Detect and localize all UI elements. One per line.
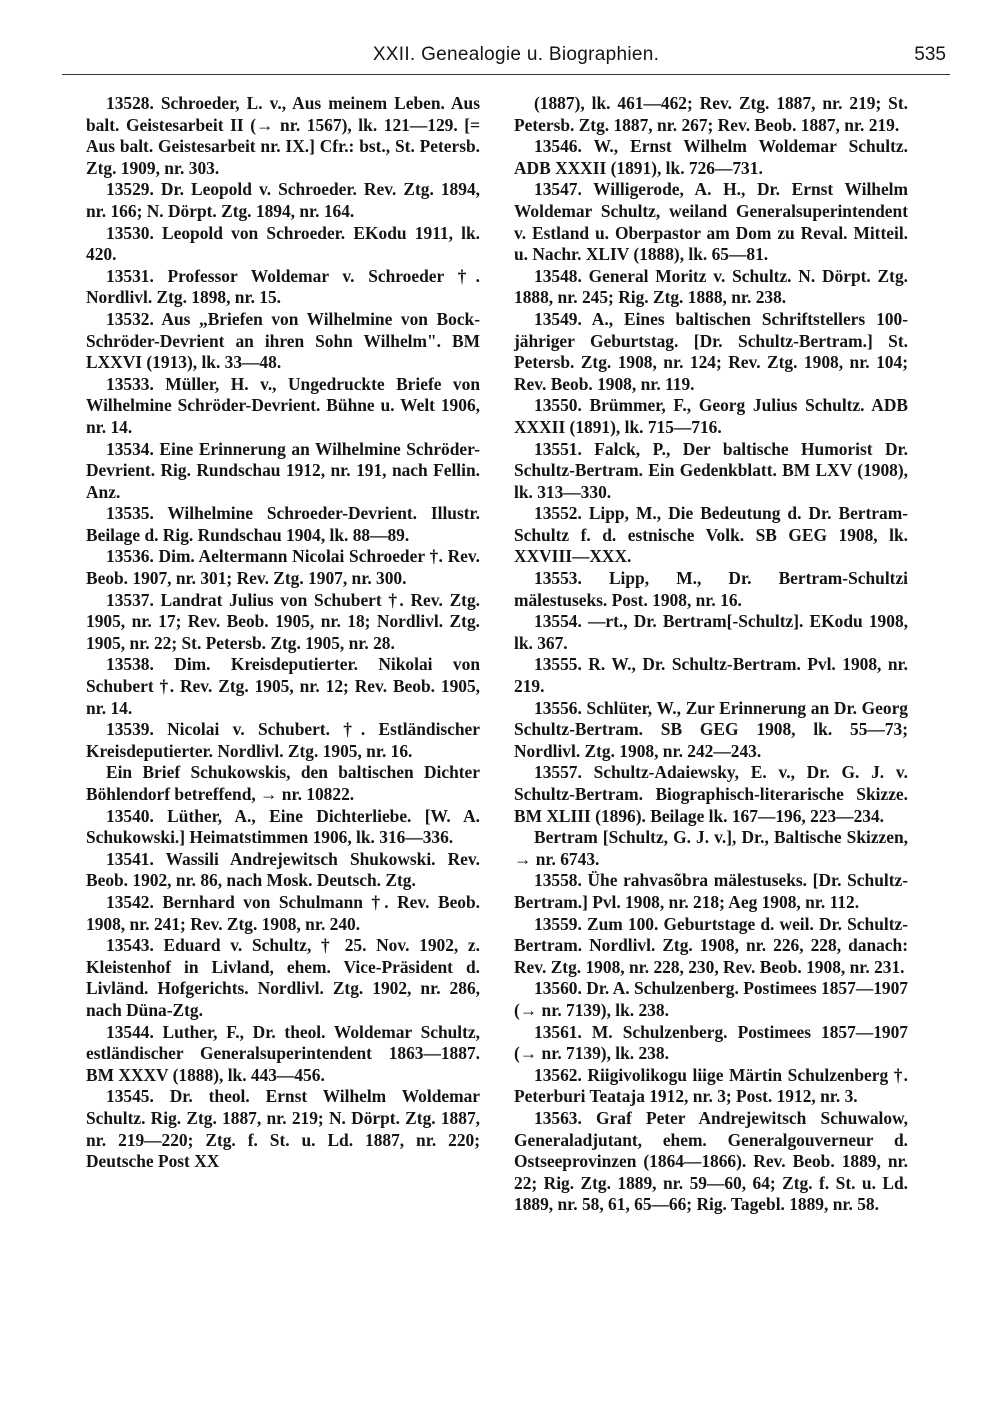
bibliography-entry: 13554. —rt., Dr. Bertram[-Schultz]. EKodu 1908, lk. 367. bbox=[514, 611, 908, 653]
bibliography-entry: 13529. Dr. Leopold v. Schroeder. Rev. Ztg. 1894, nr. 166; N. Dörpt. Ztg. 1894, nr. 164. bbox=[86, 179, 480, 221]
page-number: 535 bbox=[914, 44, 946, 65]
bibliography-entry: Bertram [Schultz, G. J. v.], Dr., Baltische Skizzen, → nr. 6743. bbox=[514, 827, 908, 869]
bibliography-entry: 13553. Lipp, M., Dr. Bertram-Schultzi mälestuseks. Post. 1908, nr. 16. bbox=[514, 568, 908, 610]
bibliography-entry: 13551. Falck, P., Der baltische Humorist Dr. Schultz-Bertram. Ein Gedenkblatt. BM LXV (1908), lk. 313—330. bbox=[514, 438, 908, 502]
left-column bbox=[86, 93, 480, 1173]
bibliography-entry: 13533. Müller, H. v., Ungedruckte Briefe von Wilhelmine Schröder-Devrient. Bühne u. Welt 1906, nr. 14. bbox=[86, 373, 480, 437]
bibliography-entry: 13537. Landrat Julius von Schubert †. Rev. Ztg. 1905, nr. 17; Rev. Beob. 1905, nr. 18; Nordlivl. Ztg. 1905, nr. 22; St. Petersb. Ztg. 1905, nr. 28. bbox=[86, 589, 480, 653]
bibliography-entry: 13536. Dim. Aeltermann Nicolai Schroeder †. Rev. Beob. 1907, nr. 301; Rev. Ztg. 1907, nr. 300. bbox=[86, 546, 480, 589]
bibliography-entry: 13547. Willigerode, A. H., Dr. Ernst Wilhelm Woldemar Schultz, weiland Generalsuperintendent v. Estland u. Oberpastor am Dom zu Reval. Mitteil. u. Nachr. XLIV (1888), lk. 65—81. bbox=[514, 179, 908, 265]
bibliography-entry: 13535. Wilhelmine Schroeder-Devrient. Illustr. Beilage d. Rig. Rundschau 1904, lk. 88—89. bbox=[86, 503, 480, 545]
right-column bbox=[514, 93, 908, 1216]
header-rule bbox=[62, 74, 950, 75]
bibliography-entry: 13534. Eine Erinnerung an Wilhelmine Schröder-Devrient. Rig. Rundschau 1912, nr. 191, nach Fellin. Anz. bbox=[86, 438, 480, 502]
running-header bbox=[86, 40, 946, 72]
bibliography-entry: 13556. Schlüter, W., Zur Erinnerung an Dr. Georg Schultz-Bertram. SB GEG 1908, lk. 55—73; Nordlivl. Ztg. 1908, nr. 242—243. bbox=[514, 697, 908, 761]
bibliography-entry: 13550. Brümmer, F., Georg Julius Schultz. ADB XXXII (1891), lk. 715—716. bbox=[514, 395, 908, 437]
bibliography-entry: (1887), lk. 461—462; Rev. Ztg. 1887, nr. 219; St. Petersb. Ztg. 1887, nr. 267; Rev. Beob. 1887, nr. 219. bbox=[514, 93, 908, 135]
bibliography-entry: 13555. R. W., Dr. Schultz-Bertram. Pvl. 1908, nr. 219. bbox=[514, 654, 908, 697]
bibliography-entry: 13563. Graf Peter Andrejewitsch Schuwalow, Generaladjutant, ehem. Generalgouverneur d. Ostseeprovinzen (1864—1866). Rev. Beob. 1889, nr. 22; Rig. Ztg. 1889, nr. 59—60, 64; Ztg. f. St. u. Ld. 1889, nr. 58, 61, 65—66; Rig. Tagebl. 1889, nr. 58. bbox=[514, 1107, 908, 1215]
bibliography-entry: 13544. Luther, F., Dr. theol. Woldemar Schultz, estländischer Generalsuperintendent 1863—1887. BM XXXV (1888), lk. 443—456. bbox=[86, 1021, 480, 1085]
bibliography-entry: 13557. Schultz-Adaiewsky, E. v., Dr. G. J. v. Schultz-Bertram. Biographisch-literarische Skizze. BM XLIII (1896). Beilage lk. 167—196, 223—234. bbox=[514, 762, 908, 826]
bibliography-entry: 13530. Leopold von Schroeder. EKodu 1911, lk. 420. bbox=[86, 222, 480, 265]
bibliography-entry: 13541. Wassili Andrejewitsch Shukowski. Rev. Beob. 1902, nr. 86, nach Mosk. Deutsch. Ztg. bbox=[86, 848, 480, 891]
bibliography-entry: 13538. Dim. Kreisdeputierter. Nikolai von Schubert †. Rev. Ztg. 1905, nr. 12; Rev. Beob. 1905, nr. 14. bbox=[86, 654, 480, 718]
bibliography-entry: 13548. General Moritz v. Schultz. N. Dörpt. Ztg. 1888, nr. 245; Rig. Ztg. 1888, nr. 238. bbox=[514, 265, 908, 308]
bibliography-entry: 13528. Schroeder, L. v., Aus meinem Leben. Aus balt. Geistesarbeit II (→ nr. 1567), lk. 121—129. [= Aus balt. Geistesarbeit nr. IX.] Cfr.: bst., St. Petersb. Ztg. 1909, nr. 303. bbox=[86, 93, 480, 178]
bibliography-entry: 13539. Nicolai v. Schubert. †. Estländischer Kreisdeputierter. Nordlivl. Ztg. 1905, nr. 16. bbox=[86, 719, 480, 761]
section-title: XXII. Genealogie u. Biographien. bbox=[372, 44, 660, 65]
bibliography-entry: 13561. M. Schulzenberg. Postimees 1857—1907 (→ nr. 7139), lk. 238. bbox=[514, 1021, 908, 1064]
bibliography-entry: 13543. Eduard v. Schultz, † 25. Nov. 1902, z. Kleistenhof in Livland, ehem. Vice-Präsident d. Livländ. Hofgerichts. Nordlivl. Ztg. 1902, nr. 286, nach Düna-Ztg. bbox=[86, 935, 480, 1020]
bibliography-entry: 13559. Zum 100. Geburtstage d. weil. Dr. Schultz-Bertram. Nordlivl. Ztg. 1908, nr. 226, 228, danach: Rev. Ztg. 1908, nr. 228, 230, Rev. Beob. 1908, nr. 231. bbox=[514, 913, 908, 977]
bibliography-entry: 13540. Lüther, A., Eine Dichterliebe. [W. A. Schukowski.] Heimatstimmen 1906, lk. 316—336. bbox=[86, 805, 480, 848]
bibliography-entry: 13562. Riigivolikogu liige Märtin Schulzenberg †. Peterburi Teataja 1912, nr. 3; Post. 1912, nr. 3. bbox=[514, 1064, 908, 1107]
bibliography-entry: 13545. Dr. theol. Ernst Wilhelm Woldemar Schultz. Rig. Ztg. 1887, nr. 219; N. Dörpt. Ztg. 1887, nr. 219—220; Ztg. f. St. u. Ld. 1887, nr. 220; Deutsche Post XX bbox=[86, 1086, 480, 1172]
bibliography-entry: Ein Brief Schukowskis, den baltischen Dichter Böhlendorf betreffend, → nr. 10822. bbox=[86, 762, 480, 804]
bibliography-entry: 13560. Dr. A. Schulzenberg. Postimees 1857—1907 (→ nr. 7139), lk. 238. bbox=[514, 978, 908, 1020]
bibliography-entry: 13549. A., Eines baltischen Schriftstellers 100-jähriger Geburtstag. [Dr. Schultz-Bertram.] St. Petersb. Ztg. 1908, nr. 124; Rev. Ztg. 1908, nr. 104; Rev. Beob. 1908, nr. 119. bbox=[514, 308, 908, 394]
bibliography-entry: 13542. Bernhard von Schulmann †. Rev. Beob. 1908, nr. 241; Rev. Ztg. 1908, nr. 240. bbox=[86, 891, 480, 934]
bibliography-entry: 13558. Ühe rahvasõbra mälestuseks. [Dr. Schultz-Bertram.] Pvl. 1908, nr. 218; Aeg 1908, nr. 112. bbox=[514, 870, 908, 912]
bibliography-entry: 13532. Aus „Briefen von Wilhelmine von Bock-Schröder-Devrient an ihren Sohn Wilhelm". BM LXXVI (1913), lk. 33—48. bbox=[86, 308, 480, 373]
bibliography-entry: 13546. W., Ernst Wilhelm Woldemar Schultz. ADB XXXII (1891), lk. 726—731. bbox=[514, 136, 908, 178]
bibliography-entry: 13531. Professor Woldemar v. Schroeder †. Nordlivl. Ztg. 1898, nr. 15. bbox=[86, 265, 480, 308]
bibliography-entry: 13552. Lipp, M., Die Bedeutung d. Dr. Bertram-Schultz f. d. estnische Volk. SB GEG 1908, lk. XXVIII—XXX. bbox=[514, 503, 908, 567]
